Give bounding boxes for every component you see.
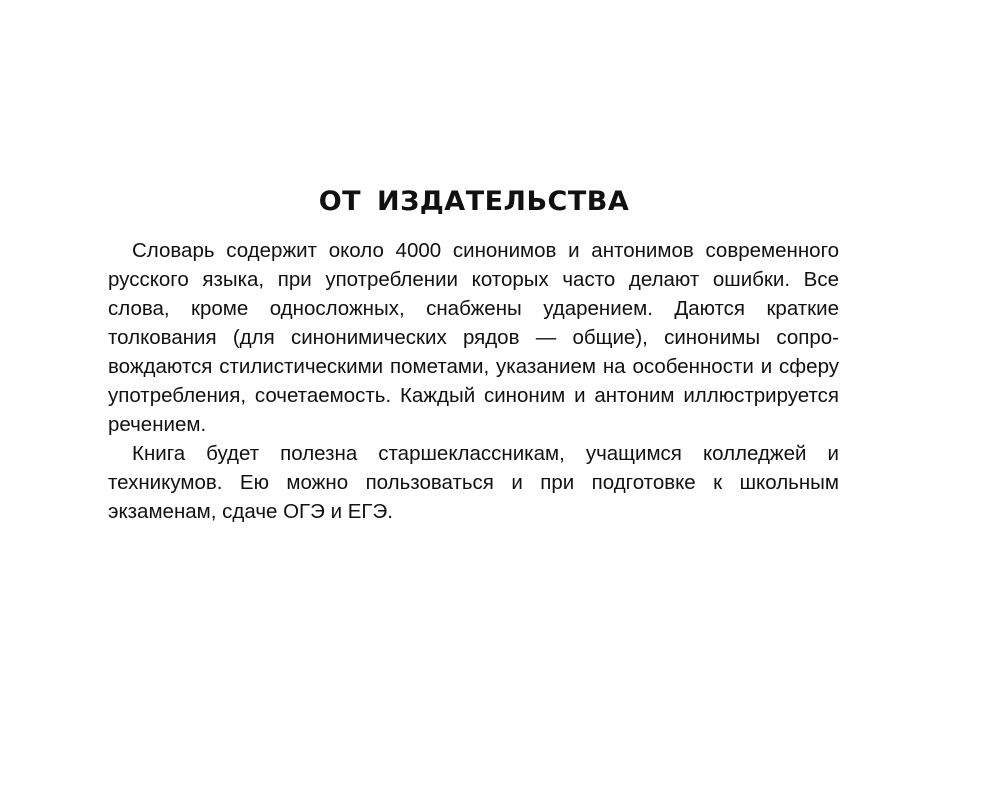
paragraph-1: Словарь содержит около 4000 синонимов и антонимов современного русского языка, при употреблении которых часто делают ошибки. Все слова, кроме односложных, снабжены ударением. Даются краткие толкования (для синонимических рядов — общие), синонимы сопровождаются стилистическими пометами, указанием на особенности и сферу употребления, сочетаемость. Каждый синоним и антоним иллюстрируется речением. xyxy=(108,239,839,436)
publisher-note-text xyxy=(108,236,839,526)
paragraph-2: Книга будет полезна старшеклассникам, учащимся колледжей и техникумов. Ею можно пользоваться и при подготовке к школьным экзаменам, сдаче ОГЭ и ЕГЭ. xyxy=(108,442,839,523)
page-heading: ОТ ИЗДАТЕЛЬСТВА xyxy=(318,186,630,217)
